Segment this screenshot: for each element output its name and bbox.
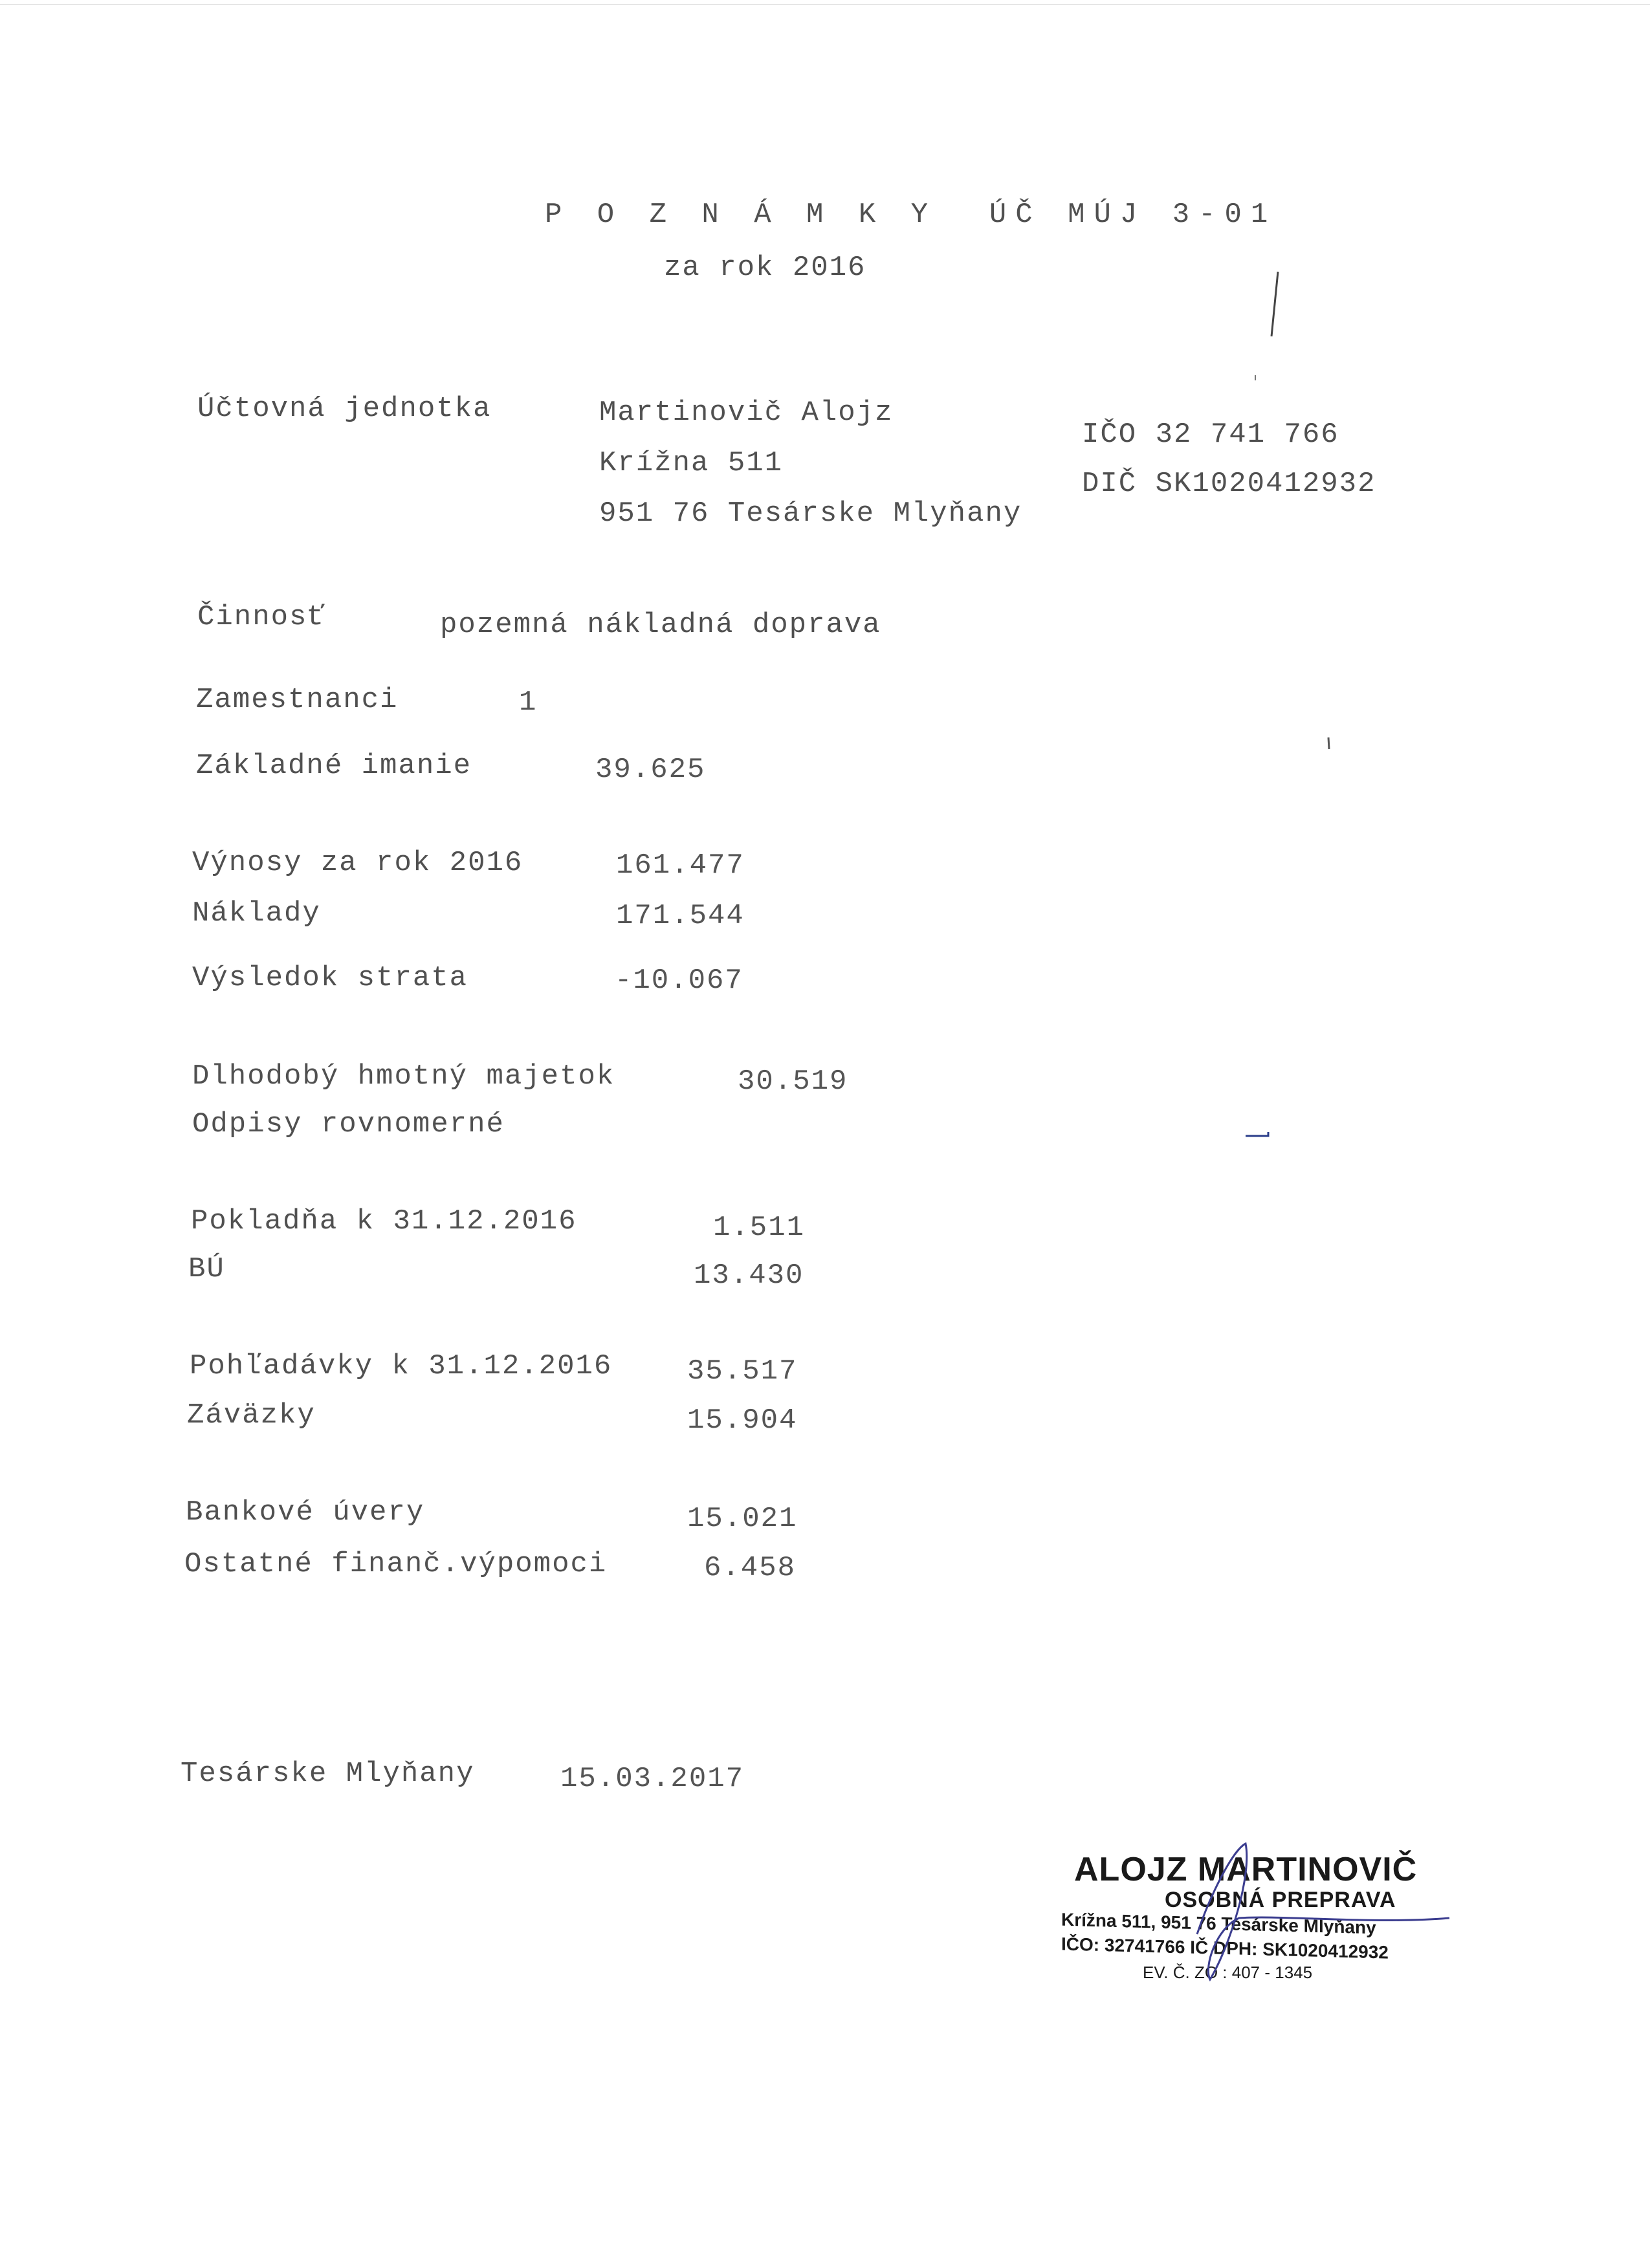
fixed-assets-value: 30.519 xyxy=(738,1065,848,1098)
capital-value: 39.625 xyxy=(595,754,706,786)
capital-label: Základné imanie xyxy=(196,750,472,782)
activity-label: Činnosť xyxy=(197,601,326,633)
liabilities-value: 15.904 xyxy=(687,1404,798,1437)
pen-mark xyxy=(1271,272,1278,336)
costs-label: Náklady xyxy=(192,897,321,930)
stamp-company-name: ALOJZ MARTINOVIČ xyxy=(1074,1851,1418,1888)
costs-value: 171.544 xyxy=(616,900,745,932)
footer-place: Tesárske Mlyňany xyxy=(181,1758,475,1790)
entity-street: Krížna 511 xyxy=(599,447,784,479)
revenue-value: 161.477 xyxy=(616,849,745,882)
entity-label: Účtovná jednotka xyxy=(197,393,492,425)
liabilities-label: Záväzky xyxy=(187,1399,316,1432)
stamp-address: Krížna 511, 951 76 Tesárske Mlyňany xyxy=(1061,1909,1376,1938)
footer-date: 15.03.2017 xyxy=(560,1763,745,1795)
cash-value: 1.511 xyxy=(713,1212,806,1244)
result-label: Výsledok strata xyxy=(192,962,468,994)
page-subtitle: za rok 2016 xyxy=(664,252,866,284)
activity-value: pozemná nákladná doprava xyxy=(440,609,881,641)
scan-mark xyxy=(1246,1132,1268,1136)
scan-edge-line xyxy=(0,4,1650,5)
scan-mark xyxy=(1328,737,1329,749)
stamp-registration: EV. Č. ZO : 407 - 1345 xyxy=(1143,1963,1313,1982)
page-title: P O Z N Á M K Y ÚČ MÚJ 3-01 xyxy=(545,199,1277,231)
stamp-tax-ids: IČO: 32741766 IČ DPH: SK1020412932 xyxy=(1061,1934,1389,1963)
other-financing-label: Ostatné finanč.výpomoci xyxy=(184,1548,608,1580)
entity-dic: DIČ SK1020412932 xyxy=(1082,468,1376,500)
bank-loans-label: Bankové úvery xyxy=(186,1496,425,1529)
revenue-label: Výnosy za rok 2016 xyxy=(192,847,523,879)
employees-value: 1 xyxy=(519,686,538,719)
company-stamp xyxy=(1061,1850,1462,2005)
receivables-value: 35.517 xyxy=(687,1355,798,1388)
bank-account-label: BÚ xyxy=(188,1253,225,1285)
other-financing-value: 6.458 xyxy=(704,1552,797,1584)
stamp-service: OSOBNÁ PREPRAVA xyxy=(1165,1888,1396,1912)
entity-city: 951 76 Tesárske Mlyňany xyxy=(599,497,1022,530)
bank-loans-value: 15.021 xyxy=(687,1503,798,1535)
entity-ico: IČO 32 741 766 xyxy=(1082,419,1339,451)
bank-account-value: 13.430 xyxy=(694,1259,804,1292)
depreciation-note: Odpisy rovnomerné xyxy=(192,1108,505,1140)
cash-label: Pokladňa k 31.12.2016 xyxy=(191,1205,577,1238)
receivables-label: Pohľadávky k 31.12.2016 xyxy=(190,1350,613,1382)
result-value: -10.067 xyxy=(615,965,743,997)
fixed-assets-label: Dlhodobý hmotný majetok xyxy=(192,1060,615,1093)
entity-name: Martinovič Alojz xyxy=(599,397,894,429)
employees-label: Zamestnanci xyxy=(196,684,399,716)
